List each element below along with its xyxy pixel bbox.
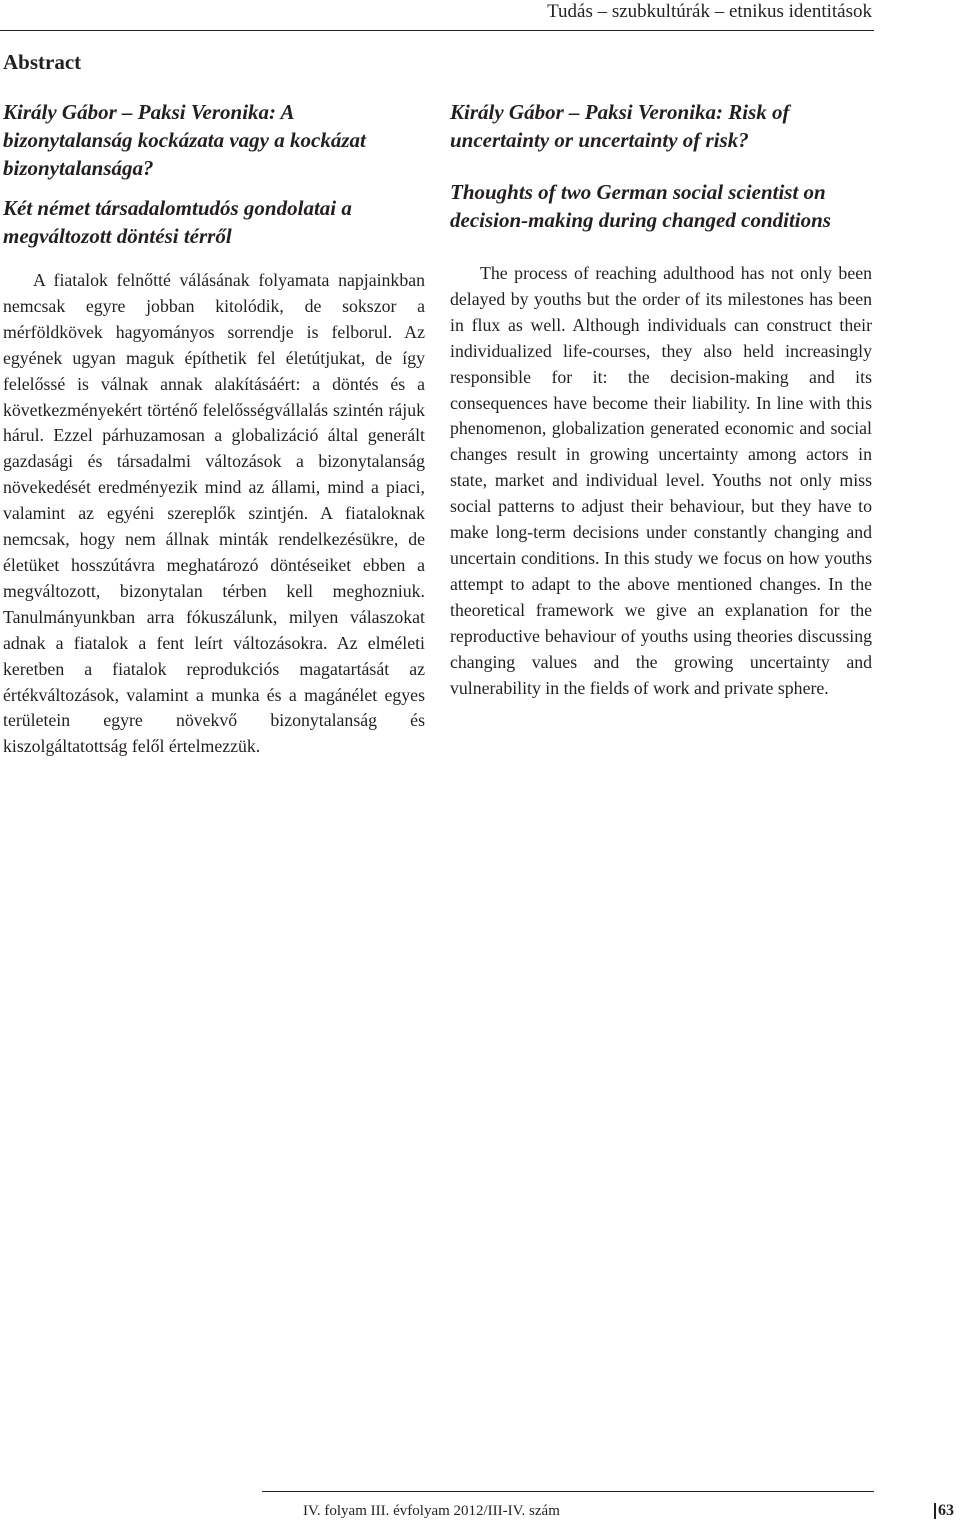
english-subtitle: Thoughts of two German social scientist on decision-making during changed conditions [450, 180, 831, 232]
running-header: Tudás – szubkultúrák – etnikus identitások [547, 1, 872, 22]
abstract-heading: Abstract [3, 50, 82, 74]
page-number: 63 [938, 1502, 954, 1519]
english-abstract-body: The process of reaching adulthood has not only been delayed by youths but the order of its milestones has been in flux as well. Although individuals can construct their individualized life-courses, they also held increasingly responsible for it: the decision-making and its consequences have become their liability. In line with this phenomenon, globalization generated economic and social changes result in growing uncertainty among actors in state, market and individual level. Youths not only miss social patterns to adjust their behaviour, but they have to make long-term decisions under constantly changing and uncertain conditions. In this study we focus on how youths attempt to adapt to the above mentioned changes. In the theoretical framework we give an explanation for the reproductive behaviour of youths using theories discussing changing values and the growing uncertainty and vulnerability in the fields of work and private sphere. [450, 263, 872, 698]
hungarian-abstract-column [3, 98, 425, 760]
hungarian-abstract-body: A fiatalok felnőtté válásának folyamata napjainkban nemcsak egyre jobban kitolódik, de sokszor a mérföldkövek hagyományos sorrendje is felborul. Az egyének ugyan maguk építhetik fel életútjukat, de így felelőssé is válnak annak alakításáért: a döntés és a következményekért történő felelősségvállalás szintén rájuk hárul. Ezzel párhuzamosan a globalizáció által generált gazdasági és társadalmi változások a bizonytalanság növekedését eredményezik mind az állami, mind a piaci, valamint az egyéni szereplők szintjén. A fiataloknak nemcsak, hogy nem állnak minták rendelkezésükre, de életüket hosszútávra meghatározó döntéseiket ebben a megváltozott, bizonytalan térben kell meghozniuk. Tanulmányunkban arra fókuszálunk, milyen válaszokat adnak a fiatalok a fent leírt változásokra. Az elméleti keretben a fiatalok reprodukciós magatartását az értékváltozások, valamint a munka és a magánélet egyes területein egyre növekvő bizonytalanság és kiszolgáltatottság felől értelmezzük. [3, 270, 425, 757]
hungarian-subtitle: Két német társadalomtudós gondolatai a megváltozott döntési térről [3, 196, 352, 248]
hungarian-authors-title: Király Gábor – Paksi Veronika: A bizonytalanság kockázata vagy a kockázat bizonytalansága? [3, 100, 366, 180]
english-abstract-column [450, 98, 872, 701]
english-authors-title: Király Gábor – Paksi Veronika: Risk of uncertainty or uncertainty of risk? [450, 100, 790, 152]
footer-rule [262, 1491, 874, 1492]
footer-issue: IV. folyam III. évfolyam 2012/III-IV. szám [303, 1503, 560, 1519]
header-rule [0, 30, 874, 31]
page-number-divider [934, 1503, 936, 1519]
